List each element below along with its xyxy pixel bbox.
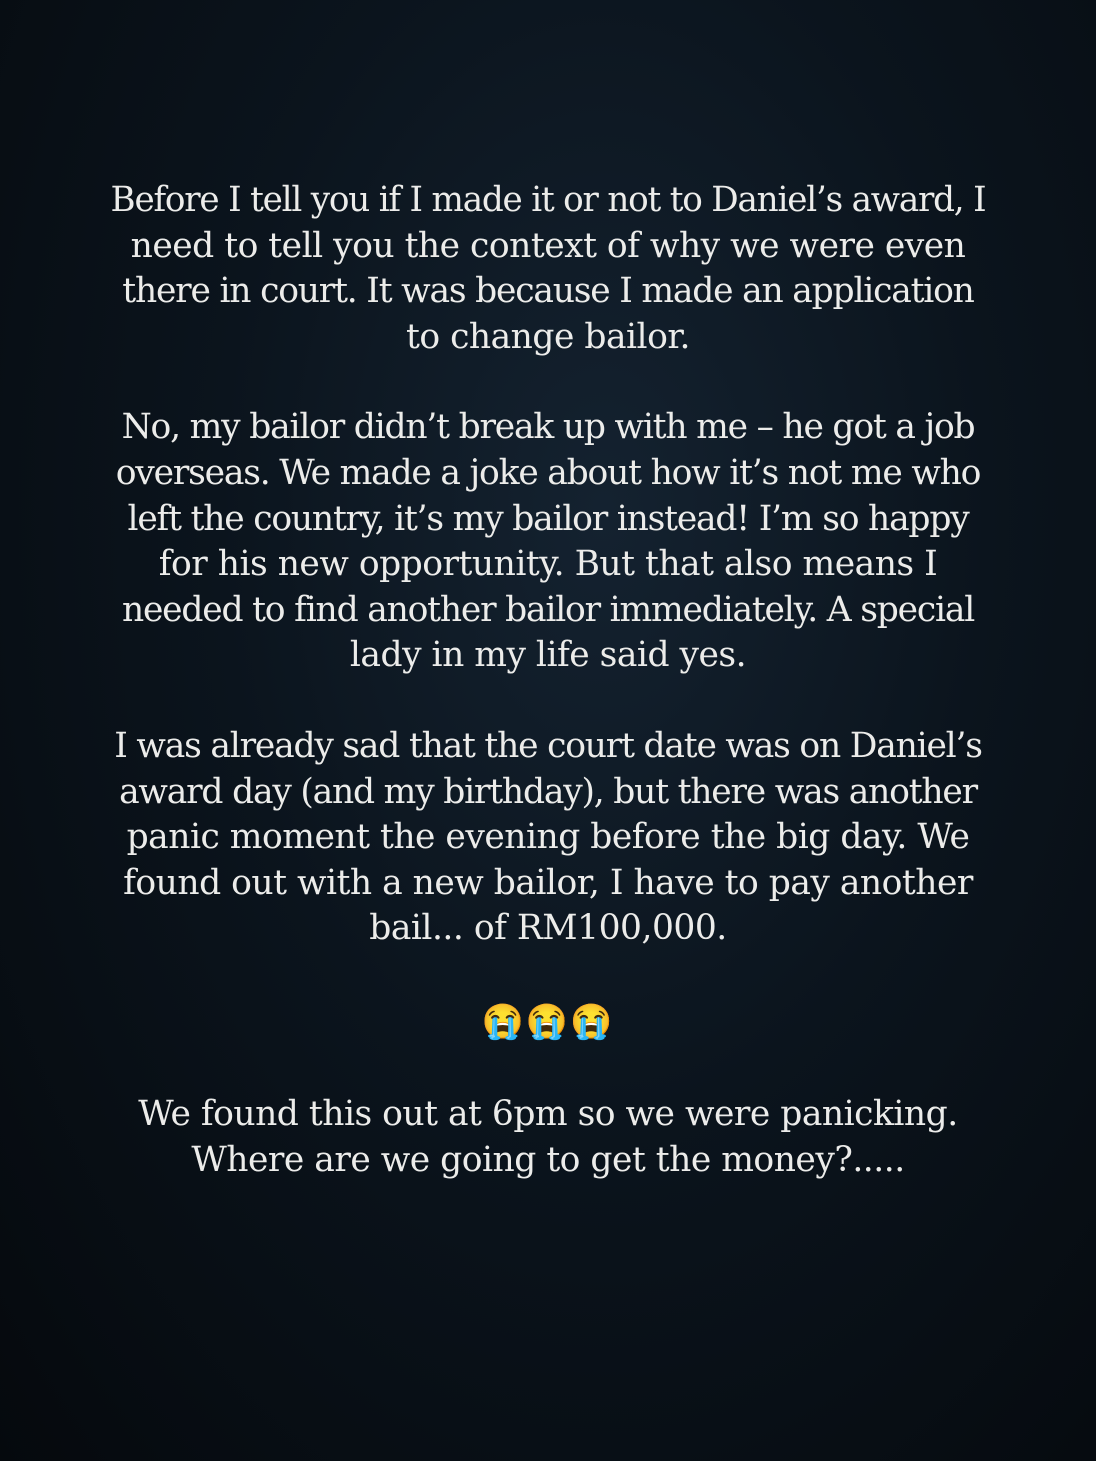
paragraph-spacer [110, 952, 986, 997]
text-line: there in court. It was because I made an application [122, 271, 974, 312]
crying-emoji-icon: 😭😭😭 [481, 1001, 615, 1042]
text-line: award day (and my birthday), but there was another [119, 771, 977, 812]
text-line: panic moment the evening before the big day. We [126, 817, 970, 858]
text-line: Where are we going to get the money?..... [191, 1139, 905, 1180]
text-line: needed to find another bailor immediately. A special [121, 589, 975, 630]
text-line: We found this out at 6pm so we were panicking. [138, 1093, 958, 1134]
text-line: to change bailor. [405, 316, 691, 357]
text-line: Before I tell you if I made it or not to Daniel’s award, I [110, 180, 986, 220]
text-line: need to tell you the context of why we were even [130, 225, 966, 266]
paragraph-2 [110, 405, 986, 679]
paragraph-spacer [110, 360, 986, 405]
text-line: No, my bailor didn’t break up with me – he got a job [121, 407, 975, 448]
text-line: overseas. We made a joke about how it’s not me who [115, 452, 981, 493]
text-line: lady in my life said yes. [349, 635, 747, 676]
text-line: found out with a new bailor, I have to pay another [123, 862, 973, 903]
paragraph-spacer [110, 679, 986, 724]
text-line: bail... of RM100,000. [369, 908, 727, 949]
paragraph-1 [110, 178, 986, 360]
text-line: I was already sad that the court date was on Daniel’s [114, 725, 982, 766]
paragraph-3 [110, 724, 986, 952]
closing-paragraph [110, 1092, 986, 1183]
story-text-block [110, 178, 986, 1183]
text-line: left the country, it’s my bailor instead! I’m so happy [127, 498, 969, 539]
paragraph-spacer [110, 1047, 986, 1092]
text-line: for his new opportunity. But that also means I [158, 544, 938, 585]
